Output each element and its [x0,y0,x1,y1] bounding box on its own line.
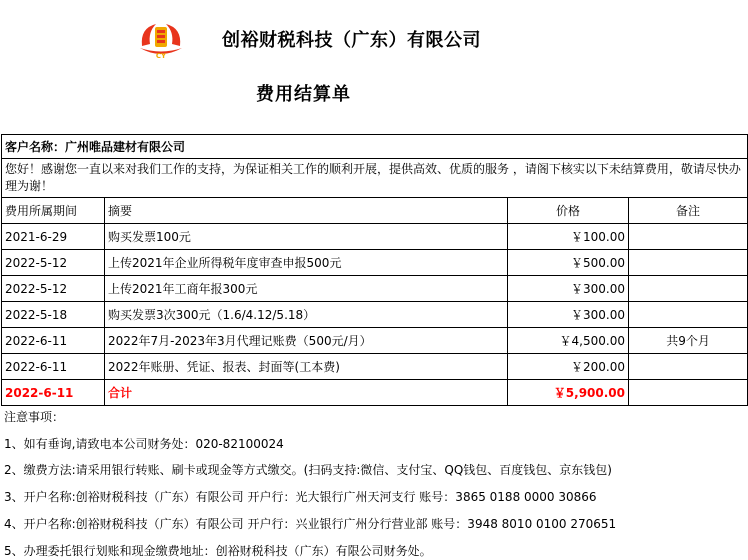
row-price: ￥100.00 [508,224,629,250]
row-price: ￥200.00 [508,354,629,380]
company-logo [136,18,186,60]
row-summary: 购买发票100元 [105,224,508,250]
note-item: 3、开户名称:创裕财税科技（广东）有限公司 开户行：光大银行广州天河支行 账号：3865 0188 0000 30866 [4,490,597,504]
document-title: 费用结算单 [256,84,351,105]
total-price: ￥5,900.00 [508,380,629,406]
row-price: ￥500.00 [508,250,629,276]
notes-heading: 注意事项： [4,410,65,424]
total-remark [629,380,748,406]
total-label: 合计 [105,380,508,406]
row-summary: 上传2021年企业所得税年度审查申报500元 [105,250,508,276]
row-remark [629,276,748,302]
row-period: 2022-6-11 [2,354,105,380]
table-row [2,250,748,276]
column-header-remark: 备注 [629,198,748,224]
row-summary: 上传2021年工商年报300元 [105,276,508,302]
row-summary: 购买发票3次300元（1.6/4.12/5.18） [105,302,508,328]
row-price: ￥300.00 [508,276,629,302]
customer-name: 广州唯品建材有限公司 [65,140,186,154]
row-period: 2022-6-11 [2,328,105,354]
customer-cell [2,135,748,159]
greeting-row [2,159,748,198]
total-row [2,380,748,406]
row-summary: 2022年账册、凭证、报表、封面等(工本费) [105,354,508,380]
billing-table [1,134,748,406]
row-remark [629,250,748,276]
header-row [2,198,748,224]
column-header-summary: 摘要 [105,198,508,224]
row-summary: 2022年7月-2023年3月代理记账费（500元/月） [105,328,508,354]
row-price: ￥4,500.00 [508,328,629,354]
row-period: 2022-5-12 [2,250,105,276]
table-row [2,224,748,250]
company-name: 创裕财税科技（广东）有限公司 [222,30,481,51]
row-period: 2021-6-29 [2,224,105,250]
greeting-text: 您好！感谢您一直以来对我们工作的支持，为保证相关工作的顺利开展，提供高效、优质的服务 ，请阁下核实以下未结算费用，敬请尽快办理为谢！ [2,159,748,198]
svg-text:CY: CY [155,52,167,60]
column-header-period: 费用所属期间 [2,198,105,224]
row-remark [629,354,748,380]
table-row [2,354,748,380]
row-period: 2022-5-12 [2,276,105,302]
note-item: 2、缴费方法:请采用银行转账、刷卡或现金等方式缴交。(扫码支持:微信、支付宝、QQ钱包、百度钱包、京东钱包) [4,463,612,477]
row-remark: 共9个月 [629,328,748,354]
row-remark [629,224,748,250]
table-row [2,328,748,354]
note-item: 1、如有垂询,请致电本公司财务处：020-82100024 [4,437,284,451]
column-header-price: 价格 [508,198,629,224]
total-period: 2022-6-11 [2,380,105,406]
document-header [0,0,748,130]
row-period: 2022-5-18 [2,302,105,328]
table-row [2,276,748,302]
row-price: ￥300.00 [508,302,629,328]
customer-row [2,135,748,159]
row-remark [629,302,748,328]
table-row [2,302,748,328]
note-item: 5、办理委托银行划账和现金缴费地址：创裕财税科技（广东）有限公司财务处。 [4,544,432,558]
customer-label: 客户名称： [5,140,66,154]
note-item: 4、开户名称:创裕财税科技（广东）有限公司 开户行：兴业银行广州分行营业部 账号：3948 8010 0100 270651 [4,517,617,531]
